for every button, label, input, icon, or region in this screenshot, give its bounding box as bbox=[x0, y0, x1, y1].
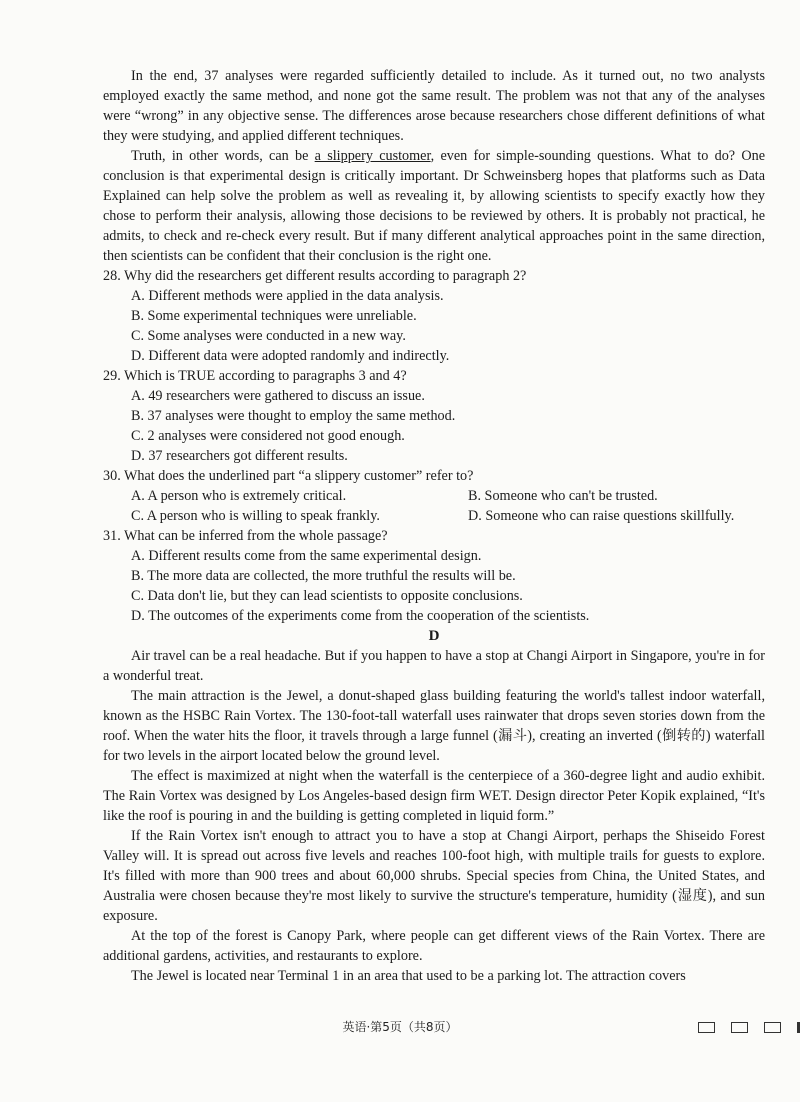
passage-d-paragraph-5: At the top of the forest is Canopy Park, where people can get different views of the Rain Vortex. There are additional gardens, activities, and restaurants to explore. bbox=[103, 928, 765, 964]
options-row-1 bbox=[103, 486, 765, 506]
option-a: A. Different methods were applied in the data analysis. bbox=[131, 288, 444, 304]
question-stem: 28. Why did the researchers get different results according to paragraph 2? bbox=[103, 268, 527, 284]
option-b: B. Someone who can't be trusted. bbox=[468, 488, 658, 504]
option-c: C. Data don't lie, but they can lead scientists to opposite conclusions. bbox=[131, 588, 523, 604]
option-a: A. A person who is extremely critical. bbox=[131, 488, 347, 504]
option-b: B. The more data are collected, the more truthful the results will be. bbox=[131, 568, 516, 584]
option-b: B. Some experimental techniques were unreliable. bbox=[131, 308, 417, 324]
answer-marks bbox=[698, 1022, 800, 1033]
option-c: C. 2 analyses were considered not good enough. bbox=[131, 428, 405, 444]
option-c: C. A person who is willing to speak frankly. bbox=[131, 508, 380, 524]
option-d: D. Different data were adopted randomly and indirectly. bbox=[131, 348, 450, 364]
options-row-2 bbox=[103, 506, 765, 526]
option-a: A. Different results come from the same experimental design. bbox=[131, 548, 482, 564]
passage-d-paragraph-1: Air travel can be a real headache. But if you happen to have a stop at Changi Airport in Singapore, you're in for a wonderful treat. bbox=[103, 648, 765, 684]
option-a: A. 49 researchers were gathered to discuss an issue. bbox=[131, 388, 425, 404]
passage-c-paragraph-1: In the end, 37 analyses were regarded sufficiently detailed to include. As it turned out, no two analysts employed exactly the same method, and none got the same result. The problem was not that any of the analyses were “wrong” in any objective sense. The differences arose because researchers chose different definitions of what they were studying, and applied different techniques. bbox=[103, 68, 765, 144]
section-heading: D bbox=[428, 628, 440, 644]
question-stem: 31. What can be inferred from the whole passage? bbox=[103, 528, 388, 544]
checkbox-mark bbox=[764, 1022, 781, 1033]
passage-d-paragraph-2: The main attraction is the Jewel, a donut-shaped glass building featuring the world's tallest indoor waterfall, known as the HSBC Rain Vortex. The 130-foot-tall waterfall uses rainwater that drops seven stories down from the roof. When the water hits the floor, it travels through a large funnel (漏斗), creating an inverted (倒转的) waterfall for two levels in the airport located below the ground level. bbox=[103, 688, 765, 764]
paragraph-2-start: Truth, in other words, can be bbox=[131, 148, 315, 164]
option-b: B. 37 analyses were thought to employ the same method. bbox=[131, 408, 456, 424]
exam-page bbox=[103, 66, 765, 986]
question-stem: 30. What does the underlined part “a slippery customer” refer to? bbox=[103, 468, 474, 484]
passage-d-paragraph-4: If the Rain Vortex isn't enough to attract you to have a stop at Changi Airport, perhaps the Shiseido Forest Valley will. It is spread out across five levels and reaches 100-foot high, with multiple trails for guests to explore. It's filled with more than 900 trees and about 60,000 shrubs. Special species from China, the United States, and Australia were chosen because they're most likely to survive the structure's temperature, humidity (湿度), and sun exposure. bbox=[103, 828, 765, 924]
question-28 bbox=[103, 266, 765, 366]
option-d: D. Someone who can raise questions skillfully. bbox=[468, 508, 735, 524]
passage-d-paragraph-6: The Jewel is located near Terminal 1 in an area that used to be a parking lot. The attraction covers bbox=[131, 968, 686, 984]
question-29 bbox=[103, 366, 765, 466]
passage-c-paragraph-2 bbox=[103, 146, 765, 266]
question-30 bbox=[103, 466, 765, 526]
paragraph-2-rest: , even for simple-sounding questions. What to do? One conclusion is that experimental design is critically important. Dr Schweinsberg hopes that platforms such as Data Explained can help solve the problem as well as revealing it, by allowing scientists to specify exactly how they chose to perform their analysis, allowing those decisions to be reviewed by others. It is probably not practical, he admits, to check and re-check every result. But if many different analytical approaches point in the same direction, then scientists can be confident that their conclusion is the right one. bbox=[103, 148, 765, 264]
option-c: C. Some analyses were conducted in a new way. bbox=[131, 328, 406, 344]
question-stem: 29. Which is TRUE according to paragraphs 3 and 4? bbox=[103, 368, 407, 384]
underlined-phrase: a slippery customer bbox=[314, 148, 431, 164]
question-31 bbox=[103, 526, 765, 626]
passage-d-paragraph-3: The effect is maximized at night when the waterfall is the centerpiece of a 360-degree light and audio exhibit. The Rain Vortex was designed by Los Angeles-based design firm WET. Design director Peter Kopik explained, “It's like the roof is pouring in and the building is getting completed in liquid form.” bbox=[103, 768, 765, 824]
checkbox-mark bbox=[731, 1022, 748, 1033]
option-d: D. The outcomes of the experiments come from the cooperation of the scientists. bbox=[131, 608, 590, 624]
option-d: D. 37 researchers got different results. bbox=[131, 448, 348, 464]
checkbox-mark bbox=[698, 1022, 715, 1033]
page-footer: 英语·第5页（共8页） bbox=[342, 1020, 458, 1034]
